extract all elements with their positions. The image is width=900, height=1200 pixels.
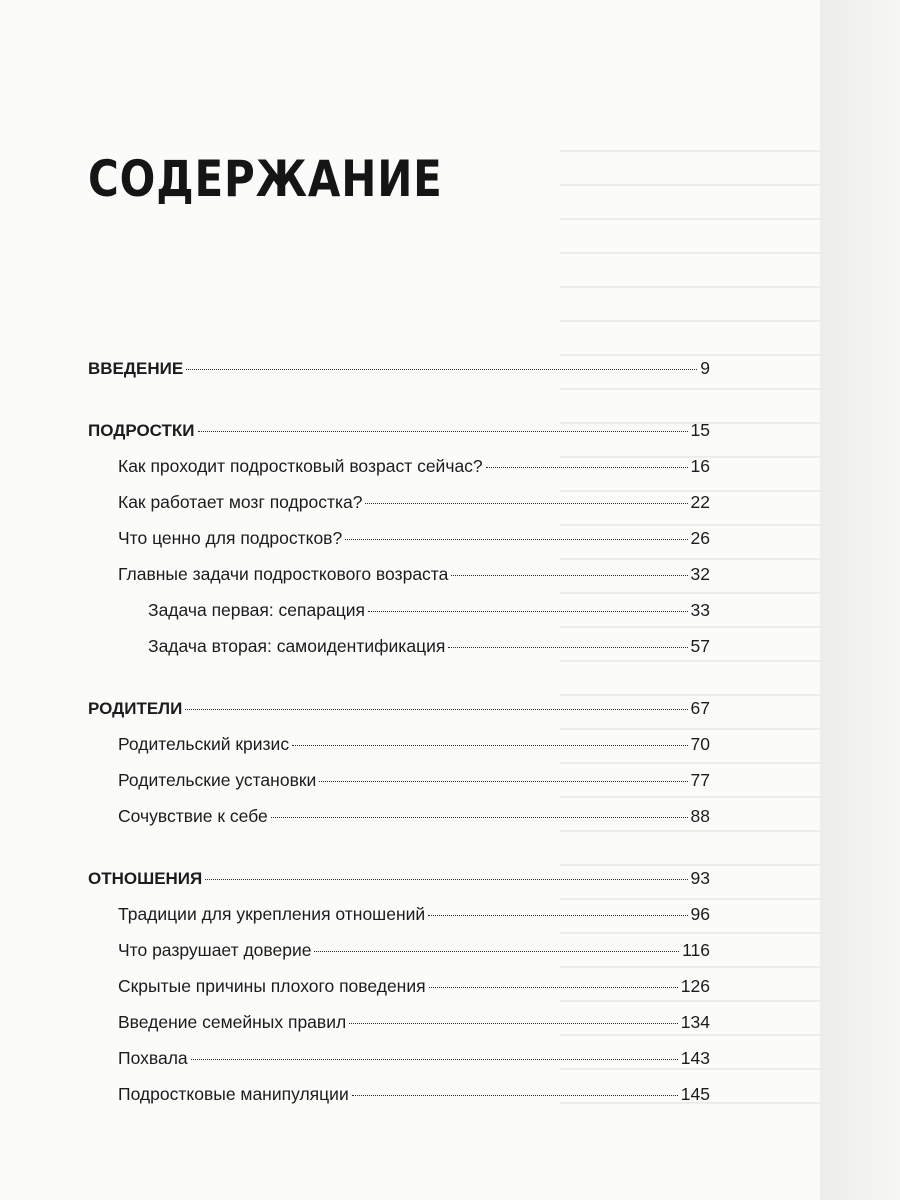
toc-page-number: 67 [690,698,710,718]
table-of-contents [88,358,710,1120]
toc-entry-label: Похвала [118,1048,188,1068]
page-edge [820,0,900,1200]
dot-leader [486,467,688,468]
toc-entry-label: ОТНОШЕНИЯ [88,869,203,888]
toc-entry-label: ПОДРОСТКИ [88,421,195,440]
toc-page-number: 88 [690,806,710,826]
toc-page-number: 26 [690,528,710,548]
toc-entry-label: Задача первая: сепарация [148,600,365,620]
toc-entry-label: Подростковые манипуляции [118,1084,349,1104]
toc-page-number: 134 [680,1012,710,1032]
toc-entry [88,528,710,564]
toc-page-number: 15 [690,420,710,440]
dot-leader [428,915,687,916]
dot-leader [368,611,688,612]
dot-leader [198,431,688,432]
toc-page-number: 57 [690,636,710,656]
dot-leader [186,369,697,370]
toc-entry [88,492,710,528]
toc-entry [88,456,710,492]
dot-leader [365,503,687,504]
dot-leader [191,1059,678,1060]
toc-entry [88,734,710,770]
toc-entry-label: Родительские установки [118,770,317,790]
page-title: СОДЕРЖАНИЕ [88,150,443,208]
toc-entry [88,1048,710,1084]
toc-entry [88,940,710,976]
dot-leader [271,817,688,818]
dot-leader [429,987,678,988]
toc-page-number: 116 [682,940,710,960]
toc-entry-label: РОДИТЕЛИ [88,699,183,718]
toc-entry-label: Как проходит подростковый возраст сейчас? [118,456,483,476]
toc-page-number: 9 [700,358,710,378]
toc-page-number: 143 [680,1048,710,1068]
toc-page-number: 96 [690,904,710,924]
dot-leader [185,709,687,710]
toc-entry-label: Сочувствие к себе [118,806,268,826]
toc-page-number: 77 [690,770,710,790]
toc-page-number: 22 [690,492,710,512]
toc-entry-label: ВВЕДЕНИЕ [88,359,184,378]
toc-page-number: 145 [680,1084,710,1104]
toc-entry [88,1012,710,1048]
toc-section [88,868,710,904]
dot-leader [349,1023,678,1024]
toc-entry-label: Скрытые причины плохого поведения [118,976,426,996]
toc-entry [88,770,710,806]
dot-leader [451,575,687,576]
dot-leader [352,1095,678,1096]
toc-page-number: 33 [690,600,710,620]
toc-entry-label: Введение семейных правил [118,1012,347,1032]
toc-entry [88,1084,710,1120]
toc-entry [88,976,710,1012]
toc-entry-label: Что ценно для подростков? [118,528,343,548]
dot-leader [319,781,687,782]
toc-entry-label: Традиции для укрепления отношений [118,904,426,924]
toc-page-number: 16 [690,456,710,476]
toc-entry [88,806,710,842]
toc-entry-label: Как работает мозг подростка? [118,492,363,512]
toc-entry [88,600,710,636]
toc-section [88,698,710,734]
toc-entry [88,904,710,940]
toc-entry-label: Задача вторая: самоидентификация [148,636,446,656]
toc-page-number: 93 [690,868,710,888]
toc-section [88,420,710,456]
dot-leader [292,745,687,746]
toc-entry-label: Что разрушает доверие [118,940,312,960]
toc-section [88,358,710,394]
toc-entry-label: Родительский кризис [118,734,290,754]
toc-entry [88,636,710,672]
dot-leader [314,951,679,952]
dot-leader [448,647,687,648]
dot-leader [345,539,687,540]
toc-page-number: 70 [690,734,710,754]
toc-entry-label: Главные задачи подросткового возраста [118,564,449,584]
toc-page-number: 126 [680,976,710,996]
toc-page-number: 32 [690,564,710,584]
toc-entry [88,564,710,600]
dot-leader [205,879,687,880]
